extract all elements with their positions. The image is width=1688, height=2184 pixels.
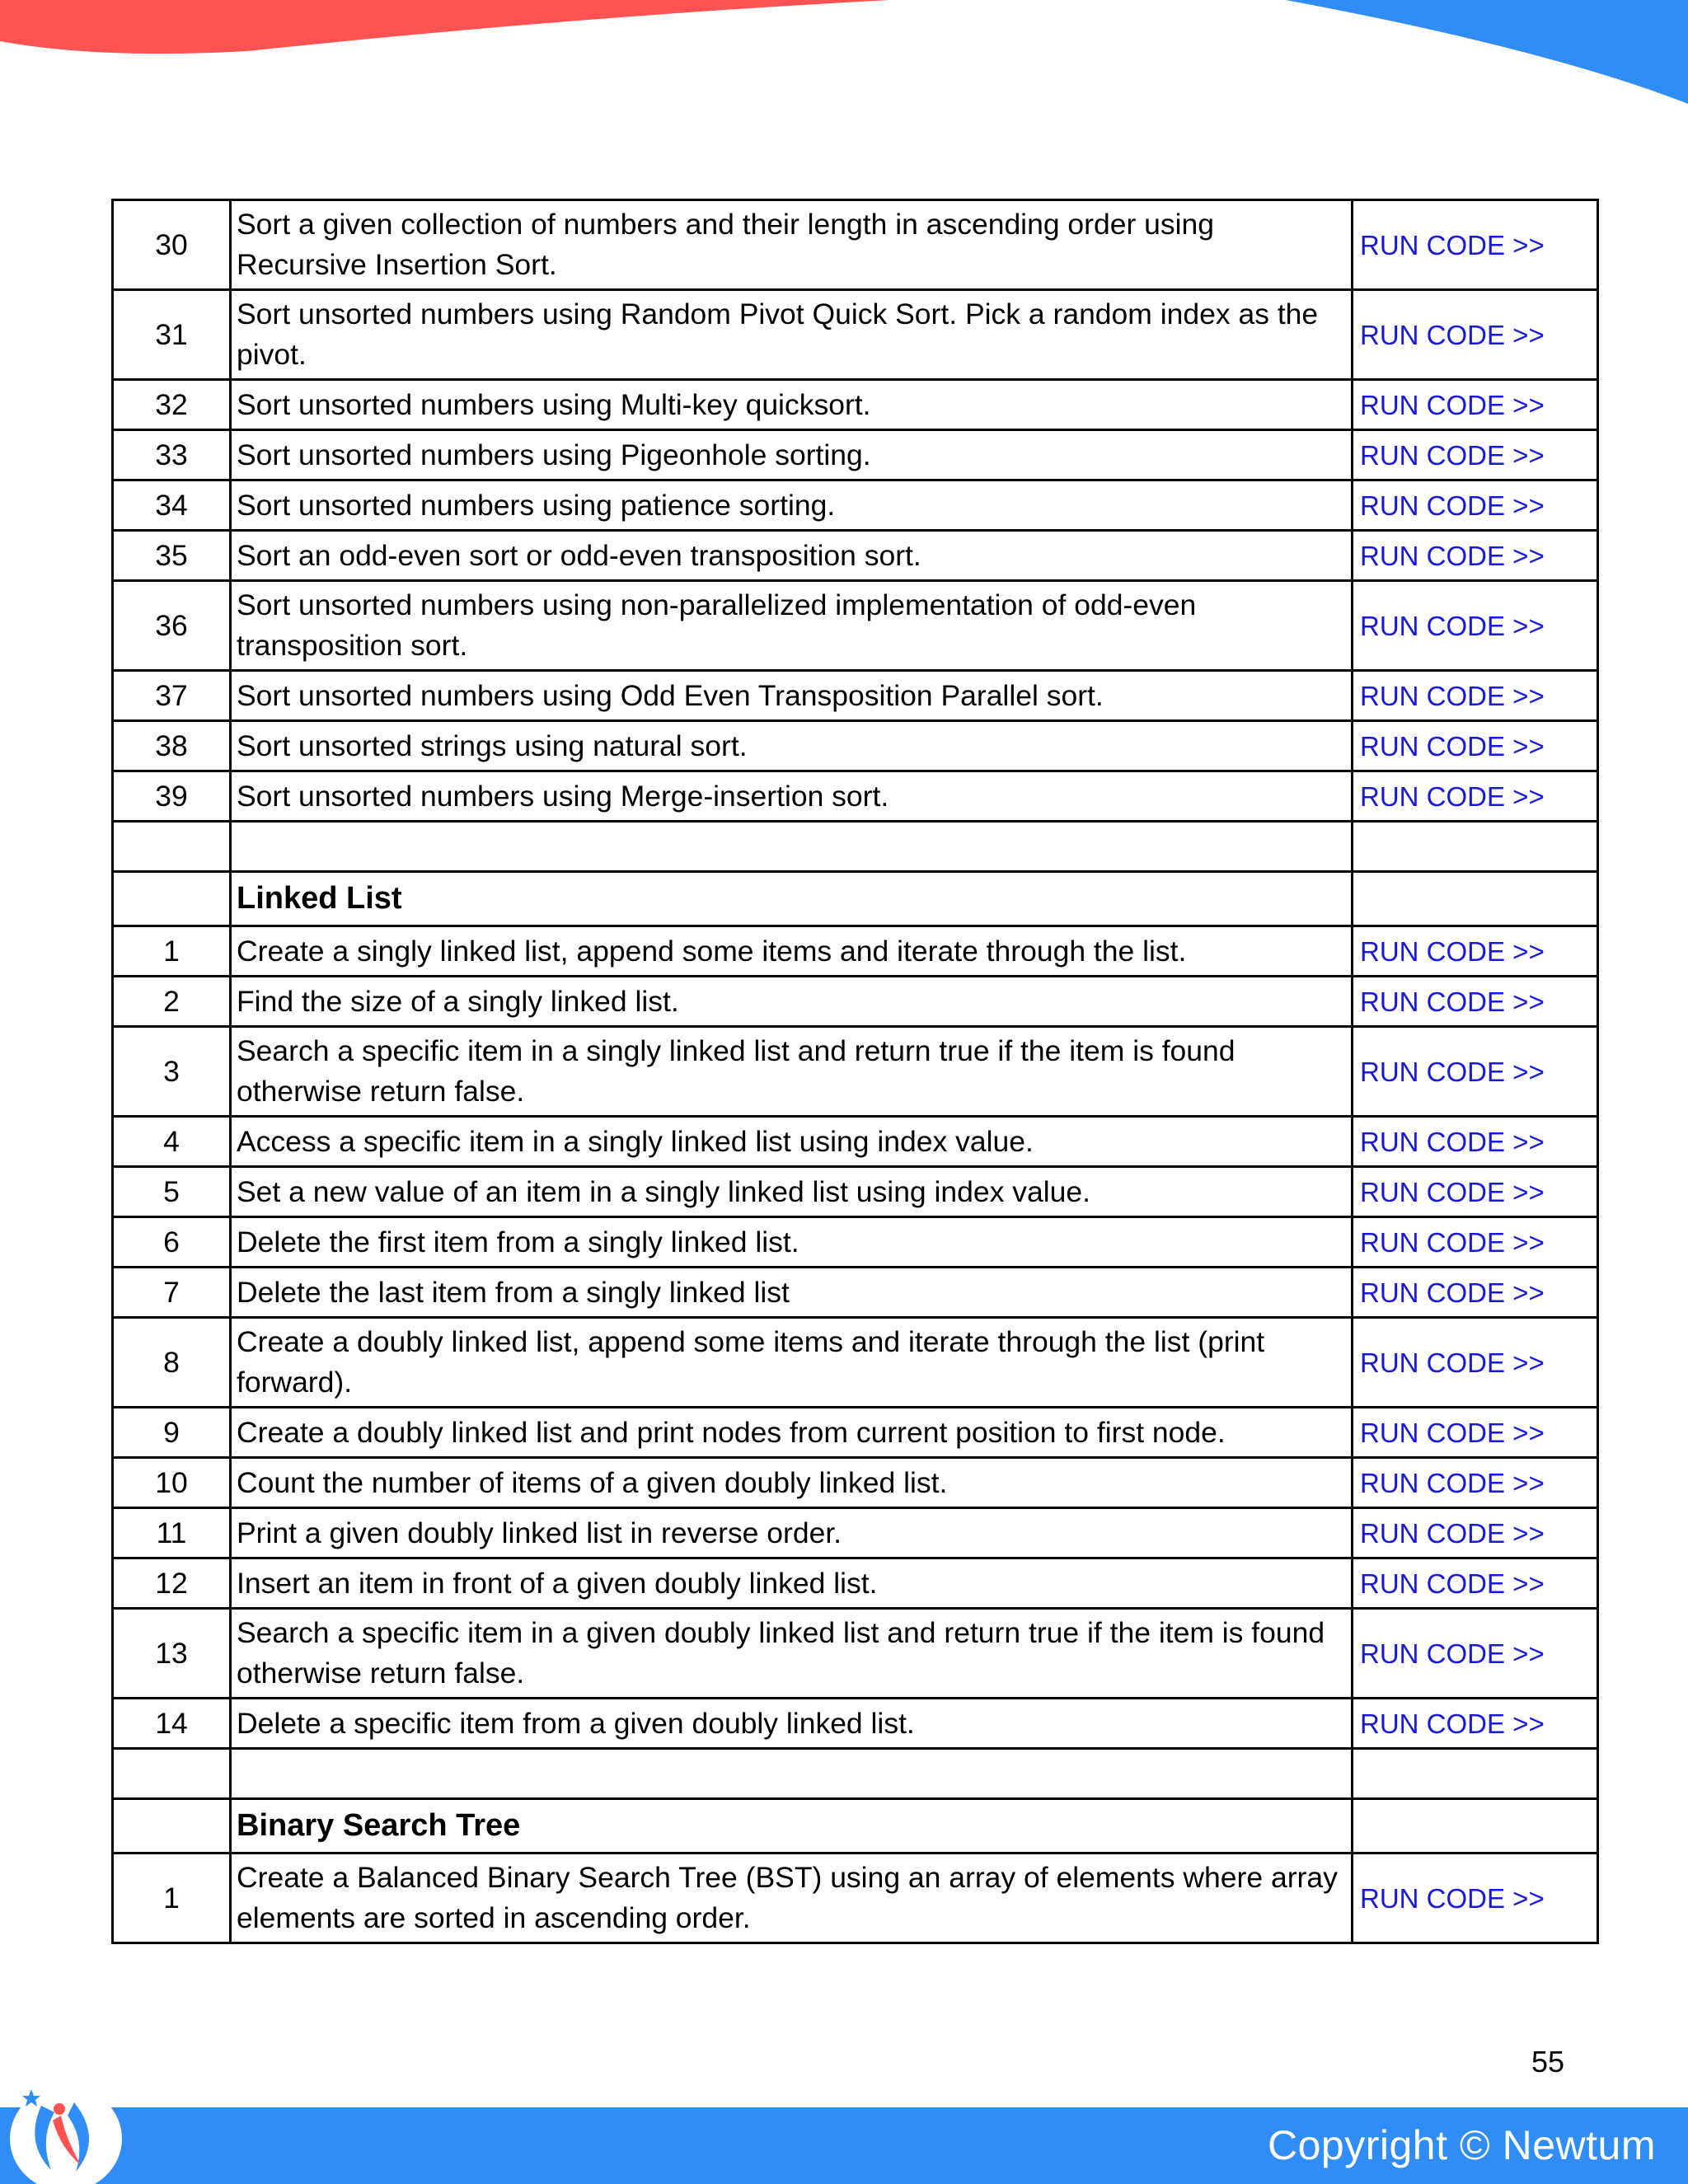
table-row <box>113 380 1598 430</box>
row-description: Count the number of items of a given doubly linked list. <box>231 1458 1353 1508</box>
row-number: 1 <box>113 926 231 977</box>
run-code-link[interactable]: RUN CODE >> <box>1360 1467 1545 1498</box>
run-code-cell <box>1353 1117 1598 1167</box>
row-description: Sort unsorted numbers using Merge-insertion sort. <box>231 771 1353 822</box>
run-code-link[interactable]: RUN CODE >> <box>1360 1277 1545 1308</box>
row-number: 33 <box>113 430 231 480</box>
table-row <box>113 480 1598 531</box>
row-number: 38 <box>113 721 231 771</box>
table-row <box>113 1558 1598 1609</box>
row-number: 10 <box>113 1458 231 1508</box>
run-code-link[interactable]: RUN CODE >> <box>1360 1517 1545 1549</box>
table-row <box>113 290 1598 380</box>
run-code-cell <box>1353 1699 1598 1749</box>
row-description: Insert an item in front of a given doubly linked list. <box>231 1558 1353 1609</box>
empty-cell <box>1353 1799 1598 1854</box>
table-row <box>113 926 1598 977</box>
table-row <box>113 531 1598 581</box>
run-code-link[interactable]: RUN CODE >> <box>1360 1126 1545 1157</box>
row-number: 1 <box>113 1854 231 1943</box>
run-code-link[interactable]: RUN CODE >> <box>1360 1056 1545 1087</box>
row-number: 3 <box>113 1027 231 1117</box>
section-heading: Binary Search Tree <box>237 1808 521 1843</box>
run-code-cell <box>1353 581 1598 671</box>
section-heading-cell <box>231 872 1353 926</box>
row-number: 6 <box>113 1217 231 1268</box>
table-row <box>113 200 1598 290</box>
run-code-cell <box>1353 1167 1598 1217</box>
row-number: 4 <box>113 1117 231 1167</box>
row-number: 7 <box>113 1268 231 1318</box>
run-code-cell <box>1353 200 1598 290</box>
row-number: 36 <box>113 581 231 671</box>
run-code-cell <box>1353 1027 1598 1117</box>
table-row <box>113 581 1598 671</box>
row-number: 8 <box>113 1318 231 1408</box>
row-description: Search a specific item in a singly linked list and return true if the item is found otherwise return false. <box>231 1027 1353 1117</box>
run-code-link[interactable]: RUN CODE >> <box>1360 439 1545 471</box>
row-description: Create a doubly linked list and print nodes from current position to first node. <box>231 1408 1353 1458</box>
row-number: 34 <box>113 480 231 531</box>
section-heading-row <box>113 872 1598 926</box>
run-code-cell <box>1353 1217 1598 1268</box>
run-code-cell <box>1353 290 1598 380</box>
run-code-cell <box>1353 771 1598 822</box>
run-code-link[interactable]: RUN CODE >> <box>1360 490 1545 521</box>
run-code-cell <box>1353 1318 1598 1408</box>
row-description: Sort unsorted numbers using non-parallelized implementation of odd-even transposition sort. <box>231 581 1353 671</box>
table-row <box>113 1699 1598 1749</box>
table-row <box>113 721 1598 771</box>
header-decoration <box>0 0 1688 115</box>
row-description: Print a given doubly linked list in reverse order. <box>231 1508 1353 1558</box>
run-code-cell <box>1353 671 1598 721</box>
row-number: 9 <box>113 1408 231 1458</box>
row-number: 39 <box>113 771 231 822</box>
row-number: 30 <box>113 200 231 290</box>
page-number: 55 <box>1531 2045 1564 2079</box>
table-row <box>113 430 1598 480</box>
empty-cell <box>1353 822 1598 872</box>
run-code-link[interactable]: RUN CODE >> <box>1360 780 1545 812</box>
empty-cell <box>113 1799 231 1854</box>
row-number: 37 <box>113 671 231 721</box>
empty-cell <box>231 1749 1353 1799</box>
table-row <box>113 1217 1598 1268</box>
row-description: Sort a given collection of numbers and their length in ascending order using Recursive Insertion Sort. <box>231 200 1353 290</box>
run-code-cell <box>1353 1268 1598 1318</box>
table-row <box>113 1408 1598 1458</box>
empty-cell <box>1353 872 1598 926</box>
table-row <box>113 771 1598 822</box>
run-code-link[interactable]: RUN CODE >> <box>1360 540 1545 571</box>
run-code-cell <box>1353 977 1598 1027</box>
section-heading: Linked List <box>237 881 402 916</box>
table-row <box>113 1609 1598 1699</box>
run-code-link[interactable]: RUN CODE >> <box>1360 935 1545 967</box>
empty-cell <box>113 1749 231 1799</box>
empty-cell <box>113 822 231 872</box>
row-description: Set a new value of an item in a singly linked list using index value. <box>231 1167 1353 1217</box>
row-description: Find the size of a singly linked list. <box>231 977 1353 1027</box>
header-red-wave <box>0 0 890 54</box>
row-description: Delete the first item from a singly linked list. <box>231 1217 1353 1268</box>
row-number: 35 <box>113 531 231 581</box>
row-description: Create a doubly linked list, append some items and iterate through the list (print forward). <box>231 1318 1353 1408</box>
row-description: Sort unsorted numbers using Random Pivot Quick Sort. Pick a random index as the pivot. <box>231 290 1353 380</box>
run-code-cell <box>1353 480 1598 531</box>
table-row <box>113 1854 1598 1943</box>
row-description: Access a specific item in a singly linked list using index value. <box>231 1117 1353 1167</box>
run-code-link[interactable]: RUN CODE >> <box>1360 610 1545 641</box>
run-code-link[interactable]: RUN CODE >> <box>1360 1882 1545 1914</box>
empty-cell <box>113 872 231 926</box>
newtum-logo-icon <box>0 2073 132 2184</box>
row-description: Sort an odd-even sort or odd-even transposition sort. <box>231 531 1353 581</box>
table-row <box>113 1027 1598 1117</box>
run-code-link[interactable]: RUN CODE >> <box>1360 389 1545 420</box>
section-heading-cell <box>231 1799 1353 1854</box>
run-code-link[interactable]: RUN CODE >> <box>1360 229 1545 260</box>
row-description: Create a singly linked list, append some items and iterate through the list. <box>231 926 1353 977</box>
run-code-cell <box>1353 926 1598 977</box>
run-code-cell <box>1353 721 1598 771</box>
row-number: 2 <box>113 977 231 1027</box>
row-description: Sort unsorted numbers using Odd Even Transposition Parallel sort. <box>231 671 1353 721</box>
row-number: 5 <box>113 1167 231 1217</box>
run-code-link[interactable]: RUN CODE >> <box>1360 1176 1545 1207</box>
run-code-cell <box>1353 531 1598 581</box>
table-row <box>113 1318 1598 1408</box>
empty-cell <box>1353 1749 1598 1799</box>
row-number: 14 <box>113 1699 231 1749</box>
run-code-cell <box>1353 1558 1598 1609</box>
run-code-cell <box>1353 430 1598 480</box>
row-description: Sort unsorted numbers using patience sorting. <box>231 480 1353 531</box>
copyright-text: Copyright © Newtum <box>1268 2122 1656 2168</box>
table-row <box>113 1117 1598 1167</box>
table-row <box>113 977 1598 1027</box>
table-spacer-row <box>113 1749 1598 1799</box>
row-description: Search a specific item in a given doubly linked list and return true if the item is found otherwise return false. <box>231 1609 1353 1699</box>
run-code-cell <box>1353 1609 1598 1699</box>
table-row <box>113 1268 1598 1318</box>
row-description: Sort unsorted strings using natural sort. <box>231 721 1353 771</box>
run-code-link[interactable]: RUN CODE >> <box>1360 319 1545 350</box>
run-code-link[interactable]: RUN CODE >> <box>1360 1417 1545 1448</box>
row-number: 12 <box>113 1558 231 1609</box>
row-description: Sort unsorted numbers using Pigeonhole sorting. <box>231 430 1353 480</box>
row-number: 11 <box>113 1508 231 1558</box>
row-description: Delete the last item from a singly linked list <box>231 1268 1353 1318</box>
row-description: Sort unsorted numbers using Multi-key quicksort. <box>231 380 1353 430</box>
run-code-link[interactable]: RUN CODE >> <box>1360 1638 1545 1669</box>
table-row <box>113 1458 1598 1508</box>
table-row <box>113 671 1598 721</box>
run-code-cell <box>1353 1408 1598 1458</box>
row-description: Delete a specific item from a given doubly linked list. <box>231 1699 1353 1749</box>
run-code-link[interactable]: RUN CODE >> <box>1360 986 1545 1017</box>
run-code-cell <box>1353 1854 1598 1943</box>
run-code-link[interactable]: RUN CODE >> <box>1360 680 1545 711</box>
section-heading-row <box>113 1799 1598 1854</box>
run-code-link[interactable]: RUN CODE >> <box>1360 1708 1545 1739</box>
run-code-link[interactable]: RUN CODE >> <box>1360 1568 1545 1599</box>
run-code-cell <box>1353 1458 1598 1508</box>
table-row <box>113 1167 1598 1217</box>
row-number: 13 <box>113 1609 231 1699</box>
run-code-link[interactable]: RUN CODE >> <box>1360 1226 1545 1258</box>
program-list-table <box>111 199 1599 1944</box>
run-code-cell <box>1353 1508 1598 1558</box>
row-number: 32 <box>113 380 231 430</box>
empty-cell <box>231 822 1353 872</box>
header-blue-wave <box>1286 0 1688 104</box>
program-list-body <box>113 200 1598 1943</box>
row-number: 31 <box>113 290 231 380</box>
run-code-cell <box>1353 380 1598 430</box>
row-description: Create a Balanced Binary Search Tree (BST) using an array of elements where array elements are sorted in ascending order. <box>231 1854 1353 1943</box>
table-spacer-row <box>113 822 1598 872</box>
table-row <box>113 1508 1598 1558</box>
run-code-link[interactable]: RUN CODE >> <box>1360 1347 1545 1378</box>
run-code-link[interactable]: RUN CODE >> <box>1360 730 1545 762</box>
